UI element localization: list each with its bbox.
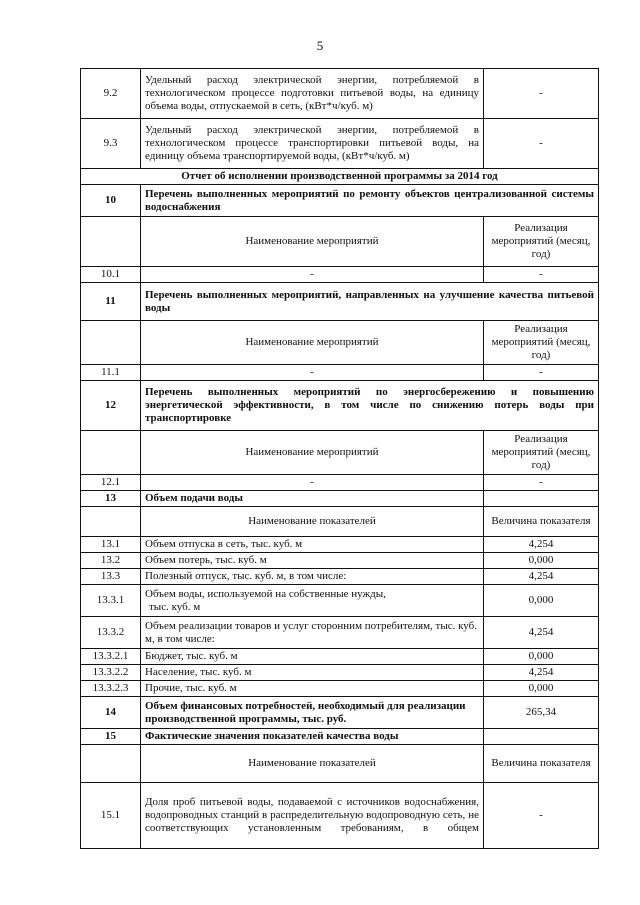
report-title: Отчет об исполнении производственной программы за 2014 год bbox=[81, 169, 599, 185]
section-title: Объем подачи воды bbox=[141, 491, 484, 507]
column-header-implementation: Реализация мероприятий (месяц, год) bbox=[484, 217, 599, 267]
table-row bbox=[81, 267, 599, 283]
row-value: 0,000 bbox=[484, 681, 599, 697]
section-header-row bbox=[81, 491, 599, 507]
table-row bbox=[81, 783, 599, 849]
column-header-value: Величина показателя bbox=[484, 507, 599, 537]
row-description: Объем реализации товаров и услуг сторонним потребителям, тыс. куб. м, в том числе: bbox=[141, 617, 484, 649]
row-number: 11.1 bbox=[81, 365, 141, 381]
row-value: 0,000 bbox=[484, 553, 599, 569]
column-header-name: Наименование мероприятий bbox=[141, 217, 484, 267]
table-row bbox=[81, 665, 599, 681]
page-number: 5 bbox=[316, 38, 324, 53]
row-number: 12.1 bbox=[81, 475, 141, 491]
row-value: 4,254 bbox=[484, 537, 599, 553]
column-header-name: Наименование мероприятий bbox=[141, 431, 484, 475]
table-row bbox=[81, 537, 599, 553]
column-header-name: Наименование показателей bbox=[141, 745, 484, 783]
row-description: Прочие, тыс. куб. м bbox=[141, 681, 484, 697]
row-number: 13.3.2.3 bbox=[81, 681, 141, 697]
column-header-name: Наименование мероприятий bbox=[141, 321, 484, 365]
table-row bbox=[81, 475, 599, 491]
section-number: 14 bbox=[81, 697, 141, 729]
row-number: 13.3.1 bbox=[81, 585, 141, 617]
section-title: Перечень выполненных мероприятий по энергосбережению и повышению энергетической эффективности, в том числе по снижению потерь воды при транспортировке bbox=[141, 381, 599, 431]
production-program-table bbox=[80, 68, 599, 849]
column-header-implementation: Реализация мероприятий (месяц, год) bbox=[484, 321, 599, 365]
row-description: Объем потерь, тыс. куб. м bbox=[141, 553, 484, 569]
row-number: 13.3.2.1 bbox=[81, 649, 141, 665]
row-value: 265,34 bbox=[484, 697, 599, 729]
row-description-line: Объем воды, используемой на собственные нужды, bbox=[145, 587, 386, 600]
table-row bbox=[81, 617, 599, 649]
row-description: Доля проб питьевой воды, подаваемой с источников водоснабжения, водопроводных станций в распределительную водопроводную сеть, не соответствующих установленным требованиям, в общем bbox=[141, 783, 484, 849]
section-number: 13 bbox=[81, 491, 141, 507]
row-number: 9.2 bbox=[81, 69, 141, 119]
section-title: Перечень выполненных мероприятий по ремонту объектов централизованной системы водоснабжения bbox=[141, 185, 599, 217]
section-title: Перечень выполненных мероприятий, направленных на улучшение качества питьевой воды bbox=[141, 283, 599, 321]
row-number: 13.3 bbox=[81, 569, 141, 585]
row-value: - bbox=[484, 365, 599, 381]
row-description: Население, тыс. куб. м bbox=[141, 665, 484, 681]
column-header-implementation: Реализация мероприятий (месяц, год) bbox=[484, 431, 599, 475]
row-value: - bbox=[484, 475, 599, 491]
section-header-row bbox=[81, 283, 599, 321]
row-number: 10.1 bbox=[81, 267, 141, 283]
column-header-name: Наименование показателей bbox=[141, 507, 484, 537]
section-header-row bbox=[81, 381, 599, 431]
column-header-row bbox=[81, 745, 599, 783]
row-description: - bbox=[141, 267, 484, 283]
table-row bbox=[81, 585, 599, 617]
row-description: Объем отпуска в сеть, тыс. куб. м bbox=[141, 537, 484, 553]
row-value: - bbox=[484, 119, 599, 169]
row-number: 9.3 bbox=[81, 119, 141, 169]
row-description: Бюджет, тыс. куб. м bbox=[141, 649, 484, 665]
row-number: 13.1 bbox=[81, 537, 141, 553]
column-header-row bbox=[81, 431, 599, 475]
row-value: 4,254 bbox=[484, 617, 599, 649]
section-title: Фактические значения показателей качества воды bbox=[141, 729, 484, 745]
row-value: - bbox=[484, 267, 599, 283]
row-description: - bbox=[141, 365, 484, 381]
row-description: Полезный отпуск, тыс. куб. м, в том числе: bbox=[141, 569, 484, 585]
table-row bbox=[81, 69, 599, 119]
row-description: Удельный расход электрической энергии, потребляемой в технологическом процессе подготовки питьевой воды, на единицу объема воды, отпускаемой в сеть, (кВт*ч/куб. м) bbox=[141, 69, 484, 119]
section-number: 15 bbox=[81, 729, 141, 745]
row-value: 0,000 bbox=[484, 585, 599, 617]
row-description: - bbox=[141, 475, 484, 491]
table-row bbox=[81, 119, 599, 169]
table-row bbox=[81, 681, 599, 697]
row-value: 4,254 bbox=[484, 665, 599, 681]
section-header-row bbox=[81, 185, 599, 217]
table-row bbox=[81, 365, 599, 381]
row-value: 0,000 bbox=[484, 649, 599, 665]
section-number: 12 bbox=[81, 381, 141, 431]
row-value: - bbox=[484, 69, 599, 119]
table-row bbox=[81, 553, 599, 569]
section-header-row bbox=[81, 697, 599, 729]
row-number: 13.2 bbox=[81, 553, 141, 569]
table-row bbox=[81, 569, 599, 585]
row-number: 13.3.2 bbox=[81, 617, 141, 649]
row-description-line: тыс. куб. м bbox=[149, 600, 201, 613]
row-value: - bbox=[484, 783, 599, 849]
row-value: 4,254 bbox=[484, 569, 599, 585]
column-header-row bbox=[81, 507, 599, 537]
row-number: 13.3.2.2 bbox=[81, 665, 141, 681]
report-title-row bbox=[81, 169, 599, 185]
column-header-row bbox=[81, 321, 599, 365]
section-header-row bbox=[81, 729, 599, 745]
section-number: 10 bbox=[81, 185, 141, 217]
row-description bbox=[141, 585, 484, 617]
table-row bbox=[81, 649, 599, 665]
section-title: Объем финансовых потребностей, необходимый для реализации производственной программы, тыс. руб. bbox=[141, 697, 484, 729]
column-header-row bbox=[81, 217, 599, 267]
column-header-value: Величина показателя bbox=[484, 745, 599, 783]
section-number: 11 bbox=[81, 283, 141, 321]
row-number: 15.1 bbox=[81, 783, 141, 849]
row-description: Удельный расход электрической энергии, потребляемой в технологическом процессе транспортировки питьевой воды, на единицу объема транспортируемой воды, (кВт*ч/куб. м) bbox=[141, 119, 484, 169]
